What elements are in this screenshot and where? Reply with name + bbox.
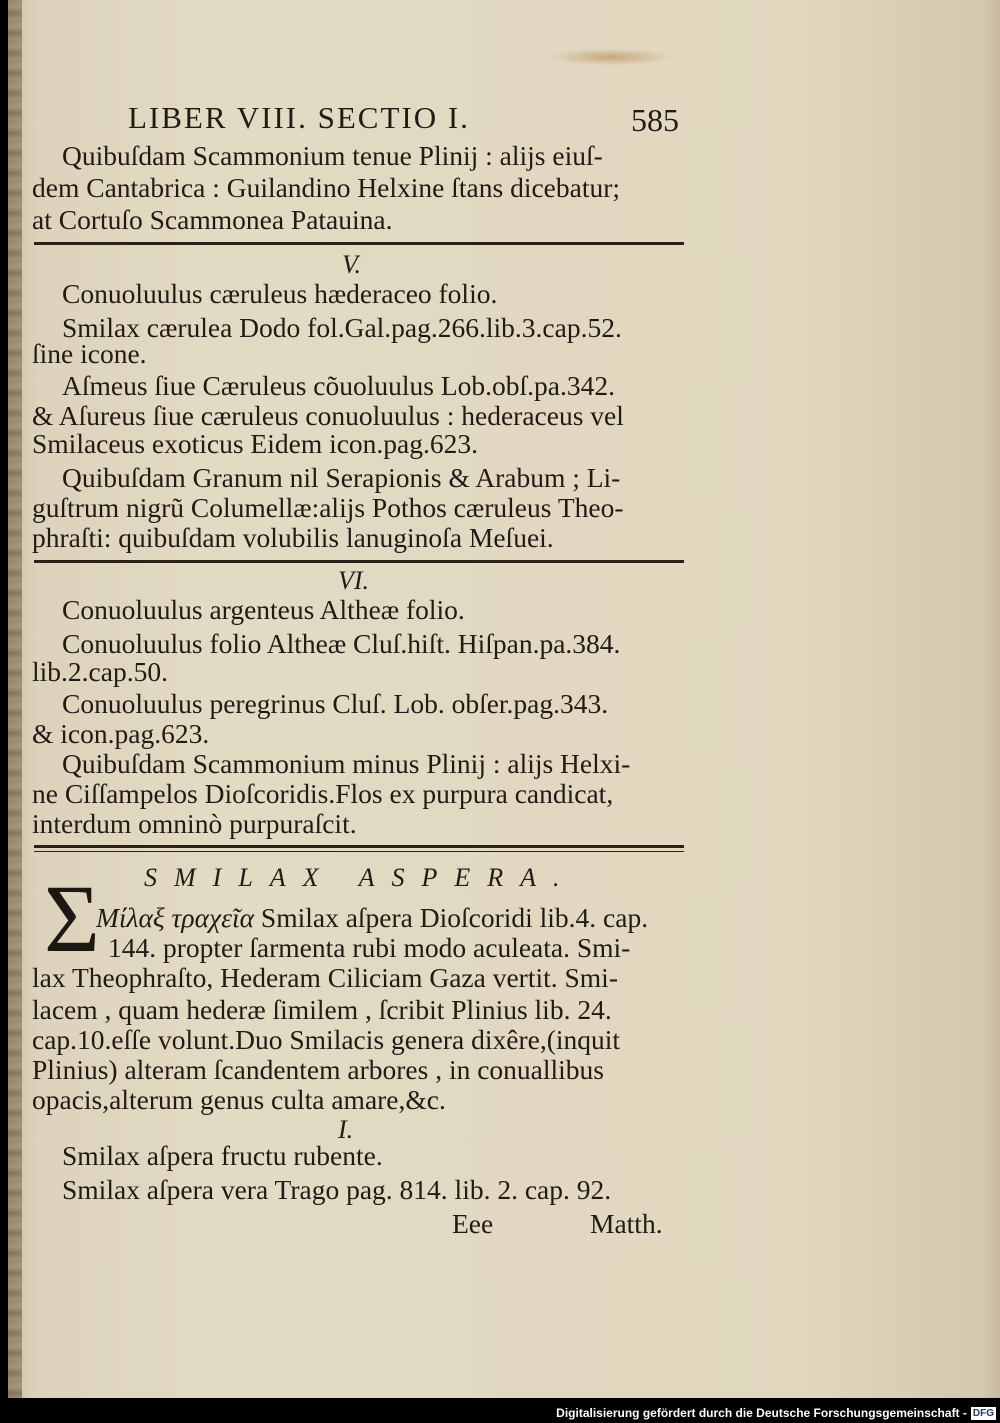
running-title: LIBER VIII. SECTIO I. bbox=[128, 100, 470, 135]
dfg-logo: DFG bbox=[972, 1407, 994, 1419]
text-line: Quibuſdam Granum nil Serapionis & Arabum ; Li- bbox=[62, 462, 621, 493]
text-line: Smilax aſpera fructu rubente. bbox=[62, 1140, 383, 1171]
text-line: opacis,alterum genus culta amare,&c. bbox=[32, 1084, 446, 1115]
text-line: Smilax aſpera vera Trago pag. 814. lib. 2. cap. 92. bbox=[62, 1174, 612, 1205]
book-page bbox=[8, 0, 1000, 1398]
text-line: Conuoluulus cæruleus hæderaceo folio. bbox=[62, 278, 498, 309]
page-number: 585 bbox=[631, 102, 679, 138]
text-line: lax Theophraſto, Hederam Ciliciam Gaza vertit. Smi- bbox=[32, 962, 618, 993]
section-rule bbox=[34, 242, 684, 245]
text-line: lib.2.cap.50. bbox=[32, 656, 168, 687]
text-line bbox=[96, 902, 648, 934]
text-line-rest: Smilax aſpera Dioſcoridi lib.4. cap. bbox=[260, 902, 649, 933]
text-line: Smilaceus exoticus Eidem icon.pag.623. bbox=[32, 428, 479, 459]
text-line: dem Cantabrica : Guilandino Helxine ſtans dicebatur; bbox=[32, 172, 621, 203]
text-line: Aſmeus ſiue Cæruleus cõuoluulus Lob.obſ.pa.342. bbox=[62, 370, 616, 401]
text-line: & icon.pag.623. bbox=[32, 718, 210, 749]
text-line: phraſti: quibuſdam volubilis lanuginoſa Meſuei. bbox=[32, 522, 554, 553]
section-rule bbox=[34, 560, 684, 563]
text-line: Quibuſdam Scammonium minus Plinij : alijs Helxi- bbox=[62, 748, 631, 779]
section-number: VI. bbox=[338, 566, 370, 595]
text-line: Conuoluulus peregrinus Cluſ. Lob. obſer.pag.343. bbox=[62, 688, 609, 719]
text-line: Plinius) alteram ſcandentem arbores , in conuallibus bbox=[32, 1054, 604, 1085]
section-title: SMILAX ASPERA. bbox=[144, 863, 577, 892]
section-rule bbox=[34, 845, 684, 848]
greek-term: Μίλαξ τραχεῖα bbox=[96, 902, 255, 933]
page-binding-edge bbox=[8, 0, 22, 1398]
signature-mark: Eee bbox=[452, 1208, 494, 1239]
text-line: at Cortuſo Scammonea Patauina. bbox=[32, 204, 393, 235]
section-rule bbox=[34, 851, 684, 852]
text-line: interdum omninò purpuraſcit. bbox=[32, 808, 357, 839]
text-line: ne Ciſſampelos Dioſcoridis.Flos ex purpura candicat, bbox=[32, 778, 614, 809]
credit-text: Digitalisierung gefördert durch die Deutsche Forschungsgemeinschaft - bbox=[556, 1406, 967, 1420]
text-line: ſine icone. bbox=[32, 338, 147, 369]
text-line: Smilax cærulea Dodo fol.Gal.pag.266.lib.3.cap.52. bbox=[62, 312, 622, 343]
text-line: 144. propter ſarmenta rubi modo aculeata. Smi- bbox=[108, 932, 631, 963]
text-line: Conuoluulus folio Altheæ Cluſ.hiſt. Hiſpan.pa.384. bbox=[62, 628, 621, 659]
text-line: Quibuſdam Scammonium tenue Plinij : alijs eiuſ- bbox=[62, 140, 603, 171]
section-number: V. bbox=[342, 250, 362, 279]
catchword: Matth. bbox=[590, 1208, 663, 1239]
text-line: Conuoluulus argenteus Altheæ folio. bbox=[62, 594, 465, 625]
text-line: guſtrum nigrũ Columellæ:alijs Pothos cæruleus Theo- bbox=[32, 492, 624, 523]
text-line: cap.10.eſſe volunt.Duo Smilacis genera dixêre,(inquit bbox=[32, 1024, 621, 1055]
paper-stain bbox=[548, 48, 673, 66]
section-number: I. bbox=[338, 1115, 354, 1144]
decorated-initial: Σ bbox=[44, 865, 100, 972]
digitization-credit bbox=[556, 1406, 996, 1420]
text-line: lacem , quam hederæ ſimilem , ſcribit Plinius lib. 24. bbox=[32, 994, 612, 1025]
text-line: & Aſureus ſiue cæruleus conuoluulus : hederaceus vel bbox=[32, 400, 624, 431]
